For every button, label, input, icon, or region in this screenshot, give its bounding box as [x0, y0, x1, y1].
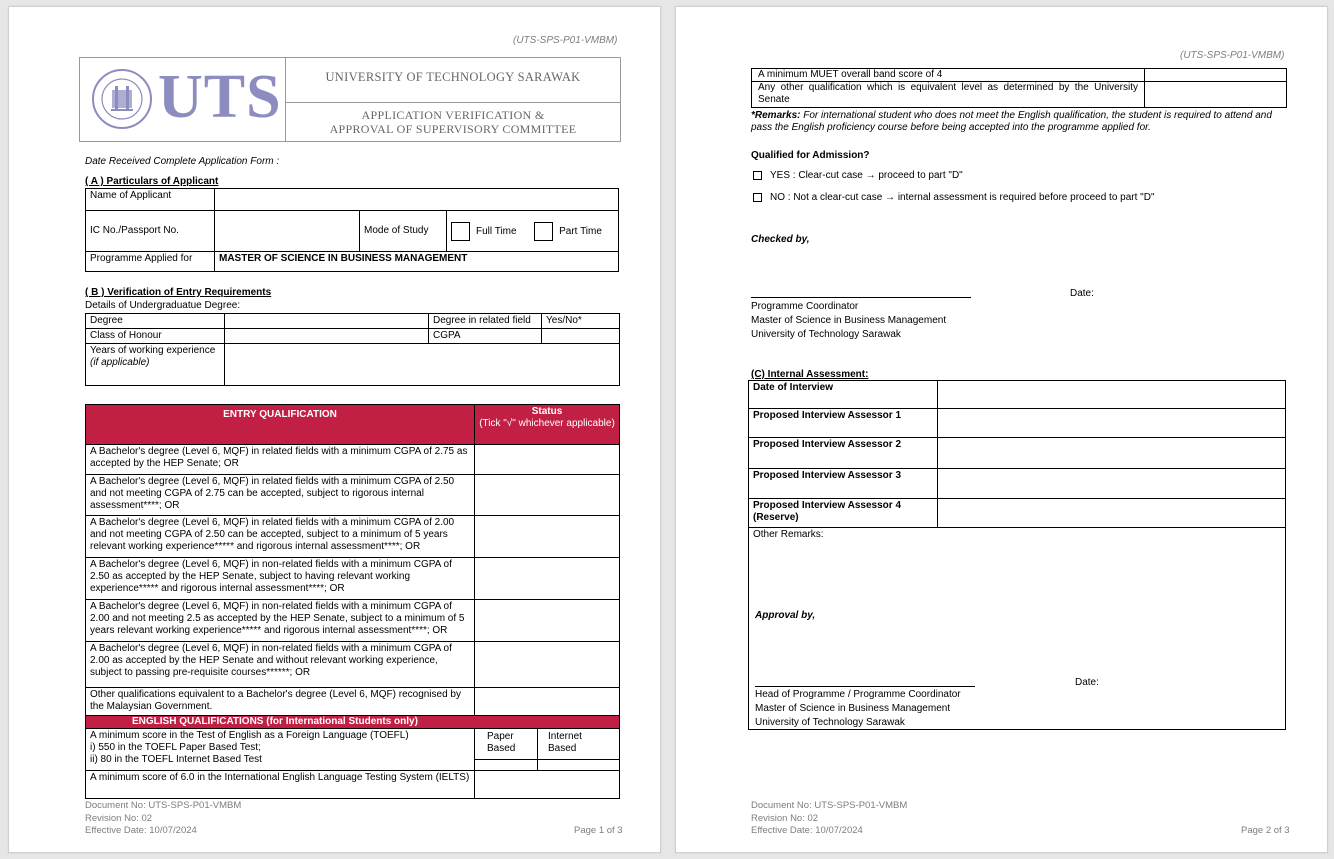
page-number: Page 1 of 3 — [574, 825, 623, 836]
footer-revision: Revision No: 02 — [751, 812, 819, 824]
form-title-line1: APPLICATION VERIFICATION & — [361, 108, 545, 122]
english-qualifications-continued — [751, 68, 1287, 108]
degree-details-label: Details of Undergraduatue Degree: — [85, 300, 241, 311]
cgpa-label: CGPA — [429, 329, 542, 344]
entry-row: A Bachelor's degree (Level 6, MQF) in non-related fields with a minimum CGPA of 2.00 as accepted by the HEP Senate and without relevant working experience, subject to passing pre-requisite courses******; OR — [86, 642, 475, 688]
entry-status-cell[interactable] — [475, 558, 620, 600]
university-name: University of Technology Sarawak — [755, 717, 905, 728]
footer — [85, 800, 241, 838]
degree-field[interactable] — [225, 314, 429, 329]
assessor-1-label: Proposed Interview Assessor 1 — [749, 409, 938, 438]
section-c-title: (C) Internal Assessment: — [751, 369, 869, 380]
programme-name: Master of Science in Business Management — [755, 703, 951, 714]
status-header — [475, 405, 620, 445]
entry-row: A Bachelor's degree (Level 6, MQF) in related fields with a minimum CGPA of 2.75 as accepted by the HEP Senate; OR — [86, 445, 475, 475]
working-exp-label — [86, 344, 225, 386]
entry-status-cell[interactable] — [475, 445, 620, 475]
entry-status-cell[interactable] — [475, 600, 620, 642]
working-exp-field[interactable] — [225, 344, 620, 386]
yes-option-label: YES : Clear-cut case → proceed to part "D" — [770, 170, 963, 181]
form-title-line2: APPROVAL OF SUPERVISORY COMMITTEE — [329, 122, 577, 136]
muet-row: A minimum MUET overall band score of 4 — [752, 69, 1145, 82]
yes-checkbox[interactable] — [753, 171, 762, 180]
form-title — [286, 108, 620, 136]
if-applicable-text: (if applicable) — [90, 357, 150, 368]
entry-row: Other qualifications equivalent to a Bachelor's degree (Level 6, MQF) recognised by the Malaysian Government. — [86, 688, 475, 716]
paper-based-cell[interactable] — [475, 729, 538, 771]
english-qualifications-header: ENGLISH QUALIFICATIONS (for International Students only) — [86, 716, 620, 729]
assessor-1-field[interactable] — [938, 409, 1286, 438]
yes-option[interactable] — [753, 170, 963, 182]
name-field[interactable] — [215, 189, 619, 211]
footer-effective-date: Effective Date: 10/07/2024 — [85, 825, 197, 836]
remarks-approval-cell — [749, 528, 1286, 730]
entry-row: A Bachelor's degree (Level 6, MQF) in non-related fields with a minimum CGPA of 2.50 as accepted by the HEP Senate, subject to having relevant working experience***** and rigorous internal assessment****; OR — [86, 558, 475, 600]
footer-doc-no: Document No: UTS-SPS-P01-VMBM — [85, 800, 242, 811]
footer-revision: Revision No: 02 — [85, 812, 153, 824]
entry-status-cell[interactable] — [475, 688, 620, 716]
document-page-2 — [675, 6, 1328, 853]
checked-by-block — [751, 300, 946, 342]
entry-qualification-header: ENTRY QUALIFICATION — [86, 405, 475, 445]
working-exp-text: Years of working experience — [90, 345, 216, 356]
full-time-label: Full Time — [476, 225, 517, 237]
footer — [751, 800, 907, 838]
toefl-text-3: ii) 80 in the TOEFL Internet Based Test — [90, 754, 262, 765]
assessor-2-label: Proposed Interview Assessor 2 — [749, 438, 938, 469]
entry-row: A Bachelor's degree (Level 6, MQF) in related fields with a minimum CGPA of 2.00 and not meeting CGPA of 2.50 can be accepted, subject to a minimum of 5 years relevant working experience***** and rigorous internal assessment****; OR — [86, 516, 475, 558]
no-checkbox[interactable] — [753, 193, 762, 202]
ic-field[interactable] — [215, 211, 360, 252]
ielts-row: A minimum score of 6.0 in the International English Language Testing System (IELTS) — [86, 771, 475, 799]
other-qual-row: Any other qualification which is equivalent level as determined by the University Senate — [752, 82, 1145, 108]
approval-block — [755, 688, 961, 730]
reserve-text: (Reserve) — [753, 512, 799, 523]
cgpa-field[interactable] — [542, 329, 620, 344]
section-b-title: ( B ) Verification of Entry Requirements — [85, 287, 272, 298]
part-time-label: Part Time — [559, 225, 602, 237]
assessor-4-field[interactable] — [938, 499, 1286, 528]
remarks — [751, 110, 1287, 134]
degree-related-label: Degree in related field — [429, 314, 542, 329]
assessor-4-text: Proposed Interview Assessor 4 — [753, 500, 902, 511]
programme-name: Master of Science in Business Management — [751, 315, 947, 326]
assessor-3-label: Proposed Interview Assessor 3 — [749, 469, 938, 499]
ielts-status-cell[interactable] — [475, 771, 620, 799]
approval-by-label: Approval by, — [755, 610, 816, 621]
entry-qualification-table — [85, 404, 620, 799]
status-header-note: (Tick "√" whichever applicable) — [479, 418, 615, 429]
coordinator-title: Programme Coordinator — [751, 301, 859, 312]
entry-row: A Bachelor's degree (Level 6, MQF) in non-related fields with a minimum CGPA of 2.00 and not meeting 2.5 as accepted by the HEP Senate, subject to a minimum of 5 years relevant working experience***** and rigorous internal assessment****; OR — [86, 600, 475, 642]
muet-status-cell[interactable] — [1145, 69, 1287, 82]
university-name: University of Technology Sarawak — [751, 329, 901, 340]
ic-label: IC No./Passport No. — [86, 211, 215, 252]
doc-code: (UTS-SPS-P01-VMBM) — [513, 35, 618, 46]
mode-label: Mode of Study — [360, 211, 447, 252]
class-honour-field[interactable] — [225, 329, 429, 344]
status-header-title: Status — [531, 406, 563, 417]
assessor-4-label — [749, 499, 938, 528]
other-remarks-label: Other Remarks: — [753, 529, 824, 540]
entry-status-cell[interactable] — [475, 516, 620, 558]
assessor-2-field[interactable] — [938, 438, 1286, 469]
head-title: Head of Programme / Programme Coordinator — [755, 689, 961, 700]
mode-options — [447, 211, 619, 252]
date-interview-field[interactable] — [938, 381, 1286, 409]
letterhead — [79, 57, 621, 142]
divider — [285, 102, 620, 103]
degree-table — [85, 313, 620, 386]
page-number: Page 2 of 3 — [1241, 825, 1290, 836]
particulars-table — [85, 188, 619, 272]
toefl-text-1: A minimum score in the Test of English as a Foreign Language (TOEFL) — [90, 730, 409, 741]
part-time-checkbox[interactable] — [534, 222, 553, 241]
section-a-title: ( A ) Particulars of Applicant — [85, 176, 219, 187]
yes-no-label: Yes/No* — [542, 314, 620, 329]
date-received-label: Date Received Complete Application Form : — [85, 156, 280, 167]
programme-value: MASTER OF SCIENCE IN BUSINESS MANAGEMENT — [215, 252, 619, 272]
doc-code: (UTS-SPS-P01-VMBM) — [1180, 50, 1285, 61]
no-option[interactable] — [753, 192, 1155, 204]
remarks-label: *Remarks: — [751, 110, 801, 121]
toefl-row — [86, 729, 475, 771]
remarks-text: For international student who does not meet the English qualification, the student is required to attend and pass the English proficiency course before being accepted into the programme applied for. — [751, 110, 1272, 133]
degree-label: Degree — [86, 314, 225, 329]
toefl-text-2: i) 550 in the TOEFL Paper Based Test; — [90, 742, 261, 753]
full-time-checkbox[interactable] — [451, 222, 470, 241]
checked-by-signature-line[interactable] — [751, 297, 971, 298]
entry-status-cell[interactable] — [475, 475, 620, 516]
entry-status-cell[interactable] — [475, 642, 620, 688]
university-seal-icon — [91, 68, 153, 130]
approval-date-label: Date: — [1075, 677, 1099, 688]
internal-assessment-table — [748, 380, 1286, 730]
other-qual-status-cell[interactable] — [1145, 82, 1287, 108]
checked-date-label: Date: — [1070, 288, 1094, 299]
approval-signature-line[interactable] — [755, 686, 975, 687]
class-honour-label: Class of Honour — [86, 329, 225, 344]
footer-effective-date: Effective Date: 10/07/2024 — [751, 825, 863, 836]
date-interview-label: Date of Interview — [749, 381, 938, 409]
qualified-question: Qualified for Admission? — [751, 150, 870, 161]
paper-based-label: Paper Based — [475, 729, 537, 760]
internet-based-label: Internet Based — [538, 729, 619, 760]
uts-logo-text: UTS — [158, 63, 282, 131]
internet-based-cell[interactable] — [538, 729, 620, 771]
university-name: UNIVERSITY OF TECHNOLOGY SARAWAK — [325, 70, 581, 84]
name-label: Name of Applicant — [86, 189, 215, 211]
footer-doc-no: Document No: UTS-SPS-P01-VMBM — [751, 800, 908, 811]
programme-label: Programme Applied for — [86, 252, 215, 272]
document-page-1 — [8, 6, 661, 853]
checked-by-label: Checked by, — [751, 234, 810, 245]
assessor-3-field[interactable] — [938, 469, 1286, 499]
entry-row: A Bachelor's degree (Level 6, MQF) in related fields with a minimum CGPA of 2.50 and not meeting CGPA of 2.75 can be accepted, subject to rigorous internal assessment****; OR — [86, 475, 475, 516]
no-option-label: NO : Not a clear-cut case → internal assessment is required before proceed to part "D" — [770, 192, 1155, 203]
